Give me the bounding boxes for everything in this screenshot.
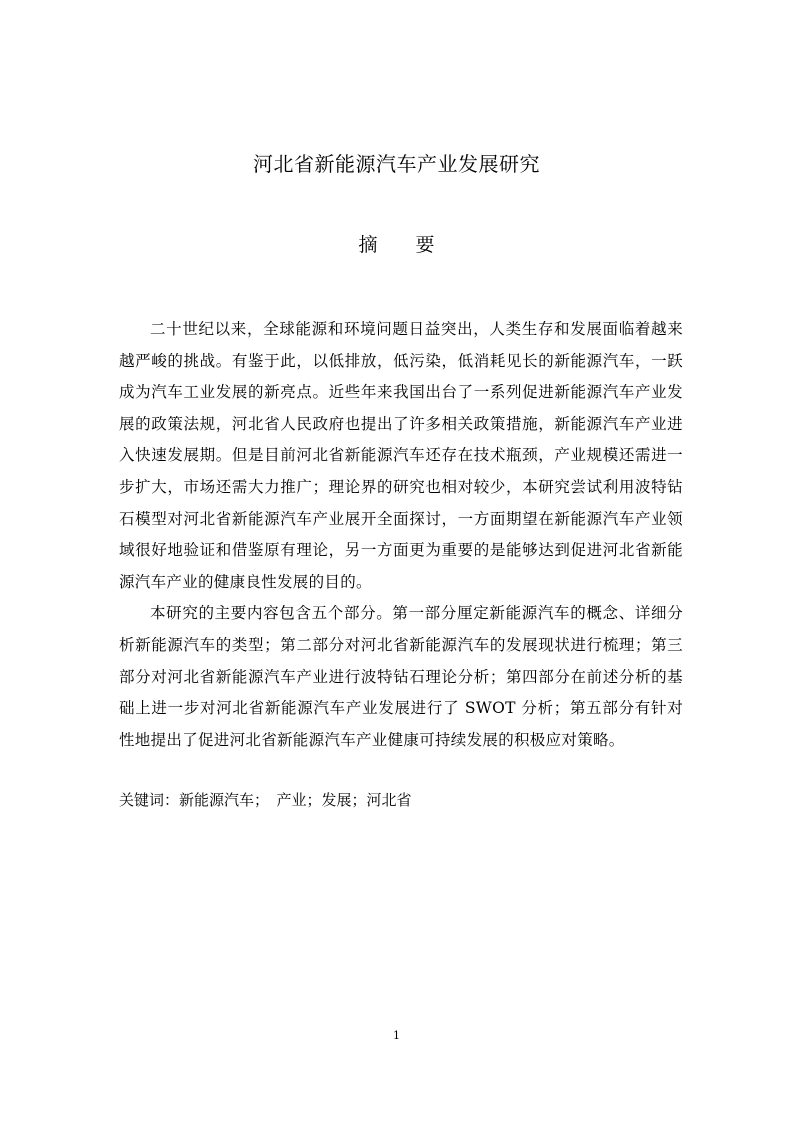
keywords-line xyxy=(119,786,683,814)
keywords-list: 新能源汽车； 产业；发展；河北省 xyxy=(179,791,412,809)
abstract-heading: 摘要 xyxy=(358,234,473,256)
abstract-paragraph-1: 二十世纪以来，全球能源和环境问题日益突出，人类生存和发展面临着越来越严峻的挑战。有鉴于此，以低排放，低污染，低消耗见长的新能源汽车，一跃成为汽车工业发展的新亮点。近些年来我国出台了一系列促进新能源汽车产业发展的政策法规，河北省人民政府也提出了许多相关政策措施，新能源汽车产业进入快速发展期。但是目前河北省新能源汽车还存在技术瓶颈，产业规模还需进一步扩大，市场还需大力推广；理论界的研究也相对较少，本研究尝试利用波特钻石模型对河北省新能源汽车产业展开全面探讨，一方面期望在新能源汽车产业领域很好地验证和借鉴原有理论，另一方面更为重要的是能够达到促进河北省新能源汽车产业的健康良性发展的目的。 xyxy=(119,320,683,591)
abstract-paragraph-2: 本研究的主要内容包含五个部分。第一部分厘定新能源汽车的概念、详细分析新能源汽车的类型；第二部分对河北省新能源汽车的发展现状进行梳理；第三部分对河北省新能源汽车产业进行波特钻石理论分析；第四部分在前述分析的基础上进一步对河北省新能源汽车产业发展进行了 SWOT 分析；第五部分有针对性地提出了促进河北省新能源汽车产业健康可持续发展的积极应对策略。 xyxy=(119,604,683,749)
paper-title: 河北省新能源汽车产业发展研究 xyxy=(253,152,540,176)
page-number: 1 xyxy=(393,1029,400,1042)
abstract-body xyxy=(119,314,683,756)
keywords-label: 关键词： xyxy=(119,791,180,809)
